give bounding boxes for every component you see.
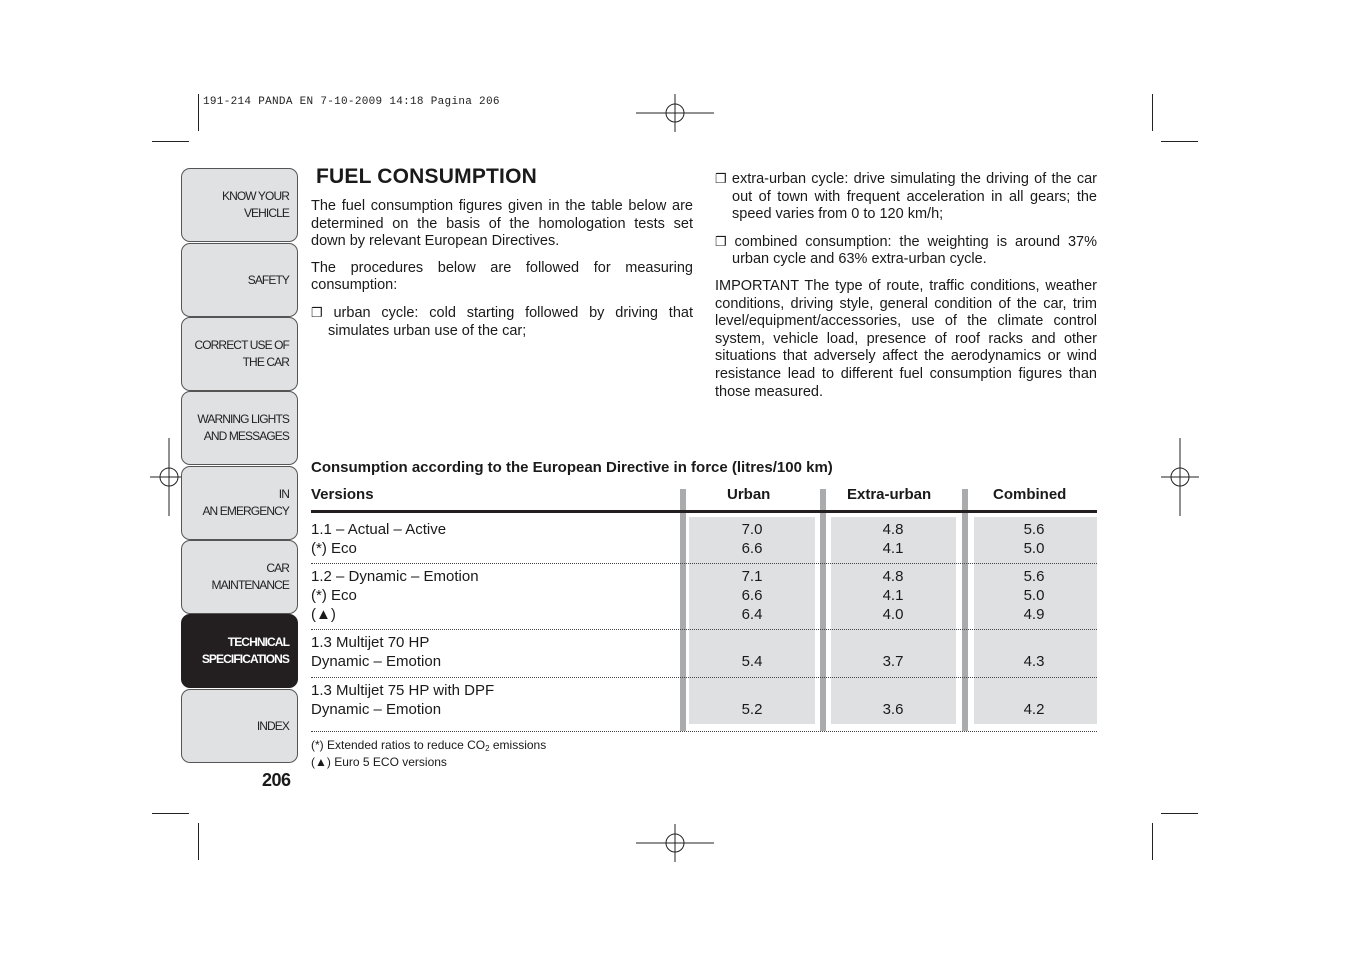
list-item: ❒ urban cycle: cold starting followed by driving that simulates urban use of the car;: [311, 304, 693, 339]
header-extra-urban: Extra-urban: [847, 486, 932, 503]
intro-paragraph: The fuel consumption figures given in the table below are determined on the basis of the homologation tests set down by relevant European Directives.: [311, 198, 693, 250]
table-cell-urban: 7.1 6.6 6.4: [741, 568, 763, 623]
list-item: ❒ combined consumption: the weighting is around 37% urban cycle and 63% extra-urban cycle.: [715, 233, 1097, 268]
tab-safety[interactable]: SAFETY: [181, 243, 298, 317]
right-column: [715, 170, 1097, 410]
table-title: Consumption according to the European Directive in force (litres/100 km): [311, 459, 833, 476]
table-cell-combined: 4.3: [1023, 653, 1045, 670]
checkbox-bullet-icon: ❒: [715, 233, 727, 249]
table-cell-combined: 4.2: [1023, 701, 1045, 718]
table-cell-combined: 5.6 5.0: [1023, 521, 1045, 557]
table-cell-combined: 5.6 5.0 4.9: [1023, 568, 1045, 623]
table-row-version: 1.2 – Dynamic – Emotion (*) Eco (▲): [311, 568, 479, 623]
tab-index[interactable]: INDEX: [181, 689, 298, 763]
table-row-version: 1.3 Multijet 75 HP with DPF Dynamic – Emotion: [311, 682, 495, 718]
table-cell-urban: 5.2: [741, 701, 763, 718]
header-rule: [311, 510, 1097, 513]
table-row-version: 1.3 Multijet 70 HP Dynamic – Emotion: [311, 634, 442, 670]
checkbox-bullet-icon: ❒: [715, 171, 727, 186]
header-urban: Urban: [727, 486, 771, 503]
tab-emergency[interactable]: IN AN EMERGENCY: [181, 466, 298, 540]
registration-mark-icon: [636, 824, 714, 862]
crop-mark: [198, 823, 199, 860]
header-versions: Versions: [311, 486, 374, 503]
tab-know-your-vehicle[interactable]: KNOW YOUR VEHICLE: [181, 168, 298, 242]
tab-technical-specifications[interactable]: TECHNICAL SPECIFICATIONS: [181, 614, 298, 688]
crop-mark: [152, 141, 189, 142]
row-separator: [311, 629, 1097, 630]
table-cell-urban: 5.4: [741, 653, 763, 670]
crop-mark: [1152, 94, 1153, 131]
table-row-version: 1.1 – Actual – Active (*) Eco: [311, 521, 447, 557]
table-cell-extra-urban: 3.6: [882, 701, 904, 718]
important-note: IMPORTANT The type of route, traffic conditions, weather conditions, driving style, general condition of the car, trim level/equipment/accessories, use of the climate control system, vehicle load, presence of roof racks and other situations that adversely affect the aerodynamics or wind resistance lead to different fuel consumption figures than those measured.: [715, 277, 1097, 400]
tab-warning-lights[interactable]: WARNING LIGHTS AND MESSAGES: [181, 391, 298, 465]
tab-car-maintenance[interactable]: CAR MAINTENANCE: [181, 540, 298, 614]
page-title: FUEL CONSUMPTION: [316, 165, 537, 188]
footnote-extended-ratios: (*) Extended ratios to reduce $CO_2$ emissions: [311, 738, 547, 753]
table-cell-extra-urban: 3.7: [882, 653, 904, 670]
row-separator: [311, 563, 1097, 564]
crop-mark: [1161, 813, 1198, 814]
row-separator: [311, 731, 1097, 732]
crop-mark: [1152, 823, 1153, 860]
table-cell-extra-urban: 4.8 4.1 4.0: [882, 568, 904, 623]
header-combined: Combined: [993, 486, 1067, 503]
table-cell-urban: 7.0 6.6: [741, 521, 763, 557]
tab-correct-use[interactable]: CORRECT USE OF THE CAR: [181, 317, 298, 391]
table-cell-extra-urban: 4.8 4.1: [882, 521, 904, 557]
print-slug: 191-214 PANDA EN 7-10-2009 14:18 Pagina 206: [203, 96, 500, 108]
row-separator: [311, 677, 1097, 678]
list-item: ❒ extra-urban cycle: drive simulating the driving of the car out of town with frequent acceleration in all gears; the speed varies from 0 to 120 km/h;: [715, 171, 1097, 223]
registration-mark-icon: [636, 94, 714, 132]
page-number: 206: [262, 770, 291, 790]
crop-mark: [152, 813, 189, 814]
procedures-paragraph: The procedures below are followed for measuring consumption:: [311, 259, 693, 294]
column-divider: [962, 489, 968, 731]
column-divider: [820, 489, 826, 731]
footnote-euro5: (▲) Euro 5 ECO versions: [311, 755, 447, 769]
crop-mark: [198, 94, 199, 131]
checkbox-bullet-icon: ❒: [311, 304, 323, 320]
column-divider: [680, 489, 686, 731]
left-column: [311, 198, 693, 349]
crop-mark: [1161, 141, 1198, 142]
registration-mark-icon: [1161, 438, 1199, 516]
